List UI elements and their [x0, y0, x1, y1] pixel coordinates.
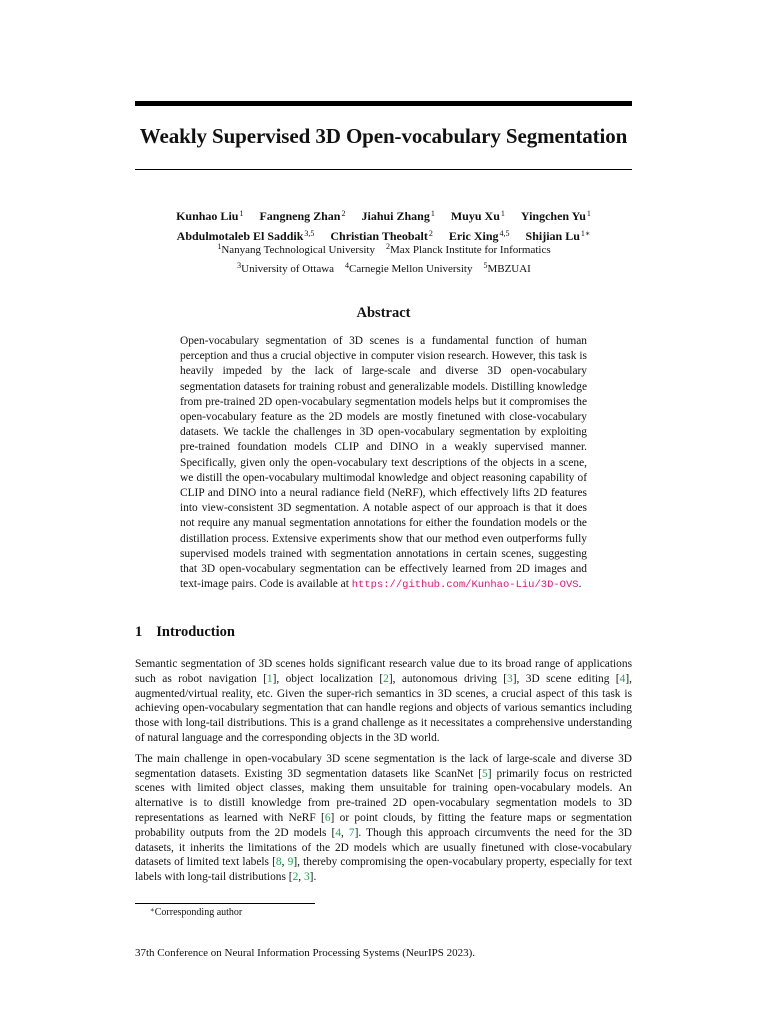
citation-link[interactable]: 2 — [292, 871, 299, 884]
citation-link[interactable]: 3 — [303, 871, 310, 884]
author-affiliation-mark: 4,5 — [499, 229, 510, 238]
footnote-rule — [135, 903, 315, 904]
footnote — [150, 906, 242, 918]
paragraph-text: , — [341, 826, 349, 839]
citation-link[interactable]: 9 — [287, 856, 294, 869]
author-name-text: Christian Theobalt — [330, 229, 428, 243]
citation-link[interactable]: 1 — [266, 672, 273, 685]
paper-title: Weakly Supervised 3D Open-vocabulary Segmentation — [139, 124, 628, 148]
section-heading — [135, 624, 235, 641]
intro-paragraph-2 — [135, 752, 632, 885]
abstract-text: Open-vocabulary segmentation of 3D scenes is a fundamental function of human perception and thus a crucial objective in computer vision research. However, this task is heavily impeded by the lack of large-scale and diverse 3D open-vocabulary segmentation datasets for training robust and generalizable models. Distilling knowledge from pre-trained 2D open-vocabulary segmentation models helps but it compromises the open-vocabulary feature as the 2D models are mostly finetuned with close-vocabulary datasets. We tackle the challenges in 3D open-vocabulary segmentation by exploiting pre-trained foundation models CLIP and DINO in a weakly supervised manner. Specifically, given only the open-vocabulary text descriptions of the objects in a scene, we distill the open-vocabulary multimodal knowledge and object reasoning capability of CLIP and DINO into a neural radiance field (NeRF), which effectively lifts 2D features into view-consistent 3D segmentation. A notable aspect of our approach is that it does not require any manual segmentation annotations for either the foundation models or the distillation process. Extensive experiments show that our method even outperforms fully supervised models trained with segmentation annotations in certain scenes, suggesting that 3D open-vocabulary segmentation can be effectively learned from 2D images and text-image pairs. Code is available at — [180, 335, 587, 591]
author-name-text: Abdulmotaleb El Saddik — [176, 229, 304, 243]
affiliation-name: University of Ottawa — [241, 263, 335, 275]
author-name — [361, 209, 434, 223]
citation-link[interactable]: 2 — [383, 672, 389, 685]
author-affiliation-mark: 1 — [239, 209, 244, 218]
affiliation — [344, 263, 472, 275]
affiliation — [236, 263, 334, 275]
citation-link[interactable]: 3 — [507, 672, 513, 685]
footnote-text: Corresponding author — [154, 907, 243, 918]
paragraph-text: ] primarily focus on restricted scenes with limited object classes, making them unsuitable for training open-vocabulary models. An alternative is to distill knowledge from pre-trained 2D open-vocabulary segmentation models to 3D representations as learned with NeRF [ — [135, 767, 632, 824]
citation-link[interactable]: 4 — [335, 826, 342, 839]
author-name — [176, 209, 243, 223]
affiliation-row-1 — [135, 239, 632, 258]
introduction-body — [135, 657, 632, 891]
paragraph-text: Semantic segmentation of 3D scenes holds significant research value due to its broad range of applications such as robot navigation [ — [135, 658, 632, 685]
section-title: Introduction — [156, 624, 235, 640]
author-affiliation-mark: 1∗ — [580, 229, 591, 238]
affiliation — [385, 244, 551, 256]
affiliation-row-2 — [135, 258, 632, 277]
author-name-text: Muyu Xu — [450, 209, 500, 223]
paragraph-text: ]. — [309, 871, 317, 884]
affiliation-name: Max Planck Institute for Informatics — [389, 244, 551, 256]
author-affiliation-mark: 1 — [430, 209, 435, 218]
title-bottom-rule — [135, 169, 632, 170]
paragraph-text: ], object localization [ — [272, 672, 384, 685]
author-name-text: Yingchen Yu — [520, 209, 586, 223]
affiliation-mark: 1 — [217, 242, 222, 251]
author-affiliation-mark: 2 — [428, 229, 433, 238]
intro-paragraph-1 — [135, 657, 632, 746]
author-name-text: Shijian Lu — [525, 229, 580, 243]
paragraph-text: ]. Though this approach circumvents the need for the 3D datasets, it inherits the limitations of the 2D models which are usually finetuned with close-vocabulary datasets of limited text labels [ — [135, 826, 633, 869]
author-name-text: Fangneng Zhan — [259, 209, 341, 223]
author-name-text: Kunhao Liu — [176, 209, 239, 223]
citation-link[interactable]: 6 — [324, 811, 331, 824]
affiliation-list — [135, 239, 632, 277]
affiliation-mark: 5 — [483, 261, 488, 270]
paragraph-text: ], 3D scene editing [ — [512, 672, 620, 685]
code-link[interactable]: https://github.com/Kunhao-Liu/3D-OVS — [351, 579, 579, 592]
affiliation-name: Nanyang Technological University — [221, 244, 375, 256]
title-top-rule — [135, 101, 632, 106]
author-affiliation-mark: 1 — [586, 209, 591, 218]
author-affiliation-mark: 2 — [341, 209, 346, 218]
affiliation — [482, 263, 530, 275]
affiliation-mark: 3 — [237, 261, 242, 270]
paragraph-text: ], autonomous driving [ — [388, 672, 508, 685]
citation-link[interactable]: 8 — [275, 856, 282, 869]
paragraph-text: ], thereby compromising the open-vocabulary property, especially for text labels with long-tail distributions [ — [135, 856, 633, 884]
affiliation-name: Carnegie Mellon University — [349, 263, 473, 275]
author-affiliation-mark: 3,5 — [304, 229, 315, 238]
author-name-text: Jiahui Zhang — [361, 209, 430, 223]
paragraph-text: ], augmented/virtual reality, etc. Given the super-rich semantics in 3D scenes, a crucial aspect of this task is achieving open-vocabulary segmentation that can handle regions and objects of various semantics including those with long-tail distributions. This is a grand challenge as it necessitates a comprehensive understanding of natural language and the corresponding objects in the 3D world. — [135, 672, 632, 744]
paragraph-text: ] or point clouds, by fitting the feature maps or segmentation probability outputs from the 2D models [ — [135, 811, 633, 839]
author-name — [521, 209, 591, 223]
paragraph-text: The main challenge in open-vocabulary 3D scene segmentation is the lack of large-scale and diverse 3D segmentation datasets. Existing 3D segmentation datasets like ScanNet [ — [135, 752, 632, 780]
author-name-text: Eric Xing — [448, 229, 499, 243]
citation-link[interactable]: 5 — [482, 767, 488, 780]
author-name — [259, 209, 345, 223]
abstract-body — [180, 334, 587, 593]
author-row-1 — [135, 205, 632, 225]
citation-link[interactable]: 7 — [348, 826, 355, 839]
author-affiliation-mark: 1 — [500, 209, 505, 218]
affiliation-mark: 2 — [385, 242, 390, 251]
affiliation-mark: 4 — [345, 261, 350, 270]
affiliation — [216, 244, 375, 256]
affiliation-name: MBZUAI — [487, 263, 531, 275]
paragraph-text: , — [298, 871, 304, 884]
paragraph-text: , — [281, 856, 288, 869]
abstract-heading: Abstract — [356, 305, 411, 321]
footnote-mark: ∗ — [150, 906, 155, 914]
citation-link[interactable]: 4 — [619, 672, 626, 685]
section-number: 1 — [135, 624, 143, 640]
abstract-end: . — [578, 578, 582, 591]
author-name — [451, 209, 505, 223]
venue-line: 37th Conference on Neural Information Processing Systems (NeurIPS 2023). — [135, 947, 476, 959]
